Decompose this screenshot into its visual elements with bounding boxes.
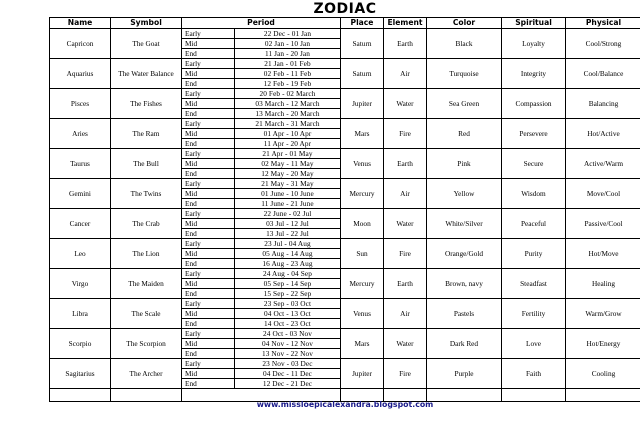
period-dates: 21 March - 31 March	[235, 119, 341, 129]
sign-place: Saturn	[341, 29, 384, 59]
period-dates: 13 Jul - 22 Jul	[235, 229, 341, 239]
header-name: Name	[50, 18, 111, 29]
sign-physical: Balancing	[566, 89, 640, 119]
sign-place: Saturn	[341, 59, 384, 89]
period-dates: 20 Feb - 02 March	[235, 89, 341, 99]
period-dates: 12 May - 20 May	[235, 169, 341, 179]
period-dates: 22 June - 02 Jul	[235, 209, 341, 219]
table-row	[50, 239, 640, 249]
table-row	[50, 299, 640, 309]
period-label: End	[182, 139, 235, 149]
period-label: End	[182, 109, 235, 119]
period-label: Early	[182, 329, 235, 339]
sign-name: Scorpio	[50, 329, 111, 359]
sign-place: Mercury	[341, 179, 384, 209]
period-dates: 03 March - 12 March	[235, 99, 341, 109]
sign-place: Jupiter	[341, 359, 384, 389]
sign-element: Fire	[384, 239, 427, 269]
sign-color: Red	[427, 119, 502, 149]
period-label: Early	[182, 179, 235, 189]
sign-symbol: The Twins	[111, 179, 182, 209]
sign-element: Water	[384, 89, 427, 119]
table-row	[50, 269, 640, 279]
table-row	[50, 179, 640, 189]
sign-place: Sun	[341, 239, 384, 269]
sign-physical: Passive/Cool	[566, 209, 640, 239]
table-row	[50, 329, 640, 339]
sign-element: Air	[384, 59, 427, 89]
sign-symbol: The Water Balance	[111, 59, 182, 89]
period-dates: 03 Jul - 12 Jul	[235, 219, 341, 229]
period-dates: 23 Nov - 03 Dec	[235, 359, 341, 369]
sign-physical: Cool/Strong	[566, 29, 640, 59]
period-dates: 24 Oct - 03 Nov	[235, 329, 341, 339]
sign-symbol: The Lion	[111, 239, 182, 269]
sign-name: Taurus	[50, 149, 111, 179]
period-dates: 11 June - 21 June	[235, 199, 341, 209]
sign-element: Water	[384, 329, 427, 359]
table-row	[50, 149, 640, 159]
sign-color: Brown, navy	[427, 269, 502, 299]
period-label: Mid	[182, 249, 235, 259]
period-label: Mid	[182, 99, 235, 109]
sign-symbol: The Ram	[111, 119, 182, 149]
sign-color: Purple	[427, 359, 502, 389]
period-label: Early	[182, 119, 235, 129]
sign-physical: Active/Warm	[566, 149, 640, 179]
period-dates: 21 Jan - 01 Feb	[235, 59, 341, 69]
period-dates: 01 June - 10 June	[235, 189, 341, 199]
sign-place: Venus	[341, 299, 384, 329]
sign-physical: Move/Cool	[566, 179, 640, 209]
period-dates: 01 Apr - 10 Apr	[235, 129, 341, 139]
sign-element: Fire	[384, 359, 427, 389]
table-row	[50, 29, 640, 39]
period-dates: 05 Sep - 14 Sep	[235, 279, 341, 289]
period-label: Mid	[182, 159, 235, 169]
period-label: Mid	[182, 309, 235, 319]
sign-place: Moon	[341, 209, 384, 239]
period-label: End	[182, 79, 235, 89]
period-dates: 14 Oct - 23 Oct	[235, 319, 341, 329]
period-label: Early	[182, 299, 235, 309]
sign-spiritual: Secure	[502, 149, 566, 179]
period-dates: 24 Aug - 04 Sep	[235, 269, 341, 279]
table-row	[50, 209, 640, 219]
sign-name: Virgo	[50, 269, 111, 299]
sign-physical: Healing	[566, 269, 640, 299]
period-dates: 05 Aug - 14 Aug	[235, 249, 341, 259]
header-color: Color	[427, 18, 502, 29]
sign-element: Air	[384, 299, 427, 329]
sign-physical: Warm/Grow	[566, 299, 640, 329]
sign-element: Air	[384, 179, 427, 209]
period-dates: 22 Dec - 01 Jan	[235, 29, 341, 39]
period-dates: 04 Dec - 11 Dec	[235, 369, 341, 379]
period-dates: 11 Jan - 20 Jan	[235, 49, 341, 59]
period-dates: 02 May - 11 May	[235, 159, 341, 169]
table-row	[50, 119, 640, 129]
website-link[interactable]: www.missloepicalexandra.blogspot.com	[256, 400, 434, 409]
period-dates: 15 Sep - 22 Sep	[235, 289, 341, 299]
sign-spiritual: Steadfast	[502, 269, 566, 299]
sign-name: Aquarius	[50, 59, 111, 89]
period-dates: 23 Sep - 03 Oct	[235, 299, 341, 309]
period-label: End	[182, 199, 235, 209]
period-label: Mid	[182, 129, 235, 139]
sign-symbol: The Goat	[111, 29, 182, 59]
table-row	[50, 359, 640, 369]
sign-color: Dark Red	[427, 329, 502, 359]
period-label: End	[182, 349, 235, 359]
period-label: End	[182, 289, 235, 299]
sign-color: Yellow	[427, 179, 502, 209]
period-dates: 12 Dec - 21 Dec	[235, 379, 341, 389]
header-place: Place	[341, 18, 384, 29]
period-label: Early	[182, 89, 235, 99]
sign-spiritual: Peaceful	[502, 209, 566, 239]
period-label: End	[182, 379, 235, 389]
period-label: Mid	[182, 219, 235, 229]
period-label: Early	[182, 209, 235, 219]
sign-spiritual: Purity	[502, 239, 566, 269]
sign-color: Black	[427, 29, 502, 59]
page-title: ZODIAC	[313, 1, 377, 17]
table-row	[50, 89, 640, 99]
period-dates: 02 Jan - 10 Jan	[235, 39, 341, 49]
sign-name: Capricon	[50, 29, 111, 59]
period-label: End	[182, 259, 235, 269]
period-label: Mid	[182, 189, 235, 199]
sign-name: Gemini	[50, 179, 111, 209]
sign-spiritual: Love	[502, 329, 566, 359]
sign-physical: Hot/Move	[566, 239, 640, 269]
sign-symbol: The Archer	[111, 359, 182, 389]
period-dates: 04 Oct - 13 Oct	[235, 309, 341, 319]
period-dates: 04 Nov - 12 Nov	[235, 339, 341, 349]
sign-symbol: The Scorpion	[111, 329, 182, 359]
sign-element: Earth	[384, 29, 427, 59]
sign-spiritual: Loyalty	[502, 29, 566, 59]
period-label: Mid	[182, 69, 235, 79]
header-symbol: Symbol	[111, 18, 182, 29]
sign-element: Earth	[384, 269, 427, 299]
zodiac-table	[49, 17, 640, 402]
sign-symbol: The Crab	[111, 209, 182, 239]
period-label: Early	[182, 359, 235, 369]
sign-physical: Hot/Active	[566, 119, 640, 149]
sign-symbol: The Bull	[111, 149, 182, 179]
period-dates: 11 Apr - 20 Apr	[235, 139, 341, 149]
period-label: Early	[182, 29, 235, 39]
period-label: Early	[182, 239, 235, 249]
period-label: End	[182, 229, 235, 239]
sign-name: Sagitarius	[50, 359, 111, 389]
sign-name: Cancer	[50, 209, 111, 239]
sign-element: Earth	[384, 149, 427, 179]
sign-color: Sea Green	[427, 89, 502, 119]
sign-symbol: The Scale	[111, 299, 182, 329]
period-dates: 16 Aug - 23 Aug	[235, 259, 341, 269]
period-dates: 13 Nov - 22 Nov	[235, 349, 341, 359]
sign-color: Pink	[427, 149, 502, 179]
period-dates: 12 Feb - 19 Feb	[235, 79, 341, 89]
sign-place: Venus	[341, 149, 384, 179]
period-dates: 13 March - 20 March	[235, 109, 341, 119]
sign-spiritual: Faith	[502, 359, 566, 389]
sign-color: Orange/Gold	[427, 239, 502, 269]
sign-place: Jupiter	[341, 89, 384, 119]
period-dates: 02 Feb - 11 Feb	[235, 69, 341, 79]
sign-symbol: The Fishes	[111, 89, 182, 119]
sign-physical: Hot/Energy	[566, 329, 640, 359]
sign-color: White/Silver	[427, 209, 502, 239]
sign-name: Pisces	[50, 89, 111, 119]
sign-spiritual: Wisdom	[502, 179, 566, 209]
sign-name: Libra	[50, 299, 111, 329]
sign-spiritual: Integrity	[502, 59, 566, 89]
sign-color: Pastels	[427, 299, 502, 329]
period-label: End	[182, 319, 235, 329]
sign-spiritual: Persevere	[502, 119, 566, 149]
zodiac-sheet	[49, 2, 640, 402]
sign-spiritual: Compassion	[502, 89, 566, 119]
period-label: End	[182, 49, 235, 59]
period-label: Mid	[182, 39, 235, 49]
sign-place: Mercury	[341, 269, 384, 299]
period-label: Early	[182, 149, 235, 159]
header-spiritual: Spiritual	[502, 18, 566, 29]
period-dates: 21 Apr - 01 May	[235, 149, 341, 159]
period-label: Mid	[182, 369, 235, 379]
header-physical: Physical	[566, 18, 640, 29]
period-label: Early	[182, 59, 235, 69]
period-label: Early	[182, 269, 235, 279]
header-row	[50, 18, 640, 29]
zodiac-body	[50, 29, 640, 389]
sign-physical: Cool/Balance	[566, 59, 640, 89]
sign-color: Turquoise	[427, 59, 502, 89]
sign-name: Leo	[50, 239, 111, 269]
table-row	[50, 59, 640, 69]
sign-physical: Cooling	[566, 359, 640, 389]
period-label: End	[182, 169, 235, 179]
period-dates: 21 May - 31 May	[235, 179, 341, 189]
sign-place: Mars	[341, 119, 384, 149]
header-period: Period	[182, 18, 341, 29]
period-label: Mid	[182, 339, 235, 349]
period-dates: 23 Jul - 04 Aug	[235, 239, 341, 249]
sign-element: Water	[384, 209, 427, 239]
period-label: Mid	[182, 279, 235, 289]
sign-name: Aries	[50, 119, 111, 149]
sign-place: Mars	[341, 329, 384, 359]
sign-symbol: The Maiden	[111, 269, 182, 299]
sign-element: Fire	[384, 119, 427, 149]
sign-spiritual: Fertility	[502, 299, 566, 329]
header-element: Element	[384, 18, 427, 29]
